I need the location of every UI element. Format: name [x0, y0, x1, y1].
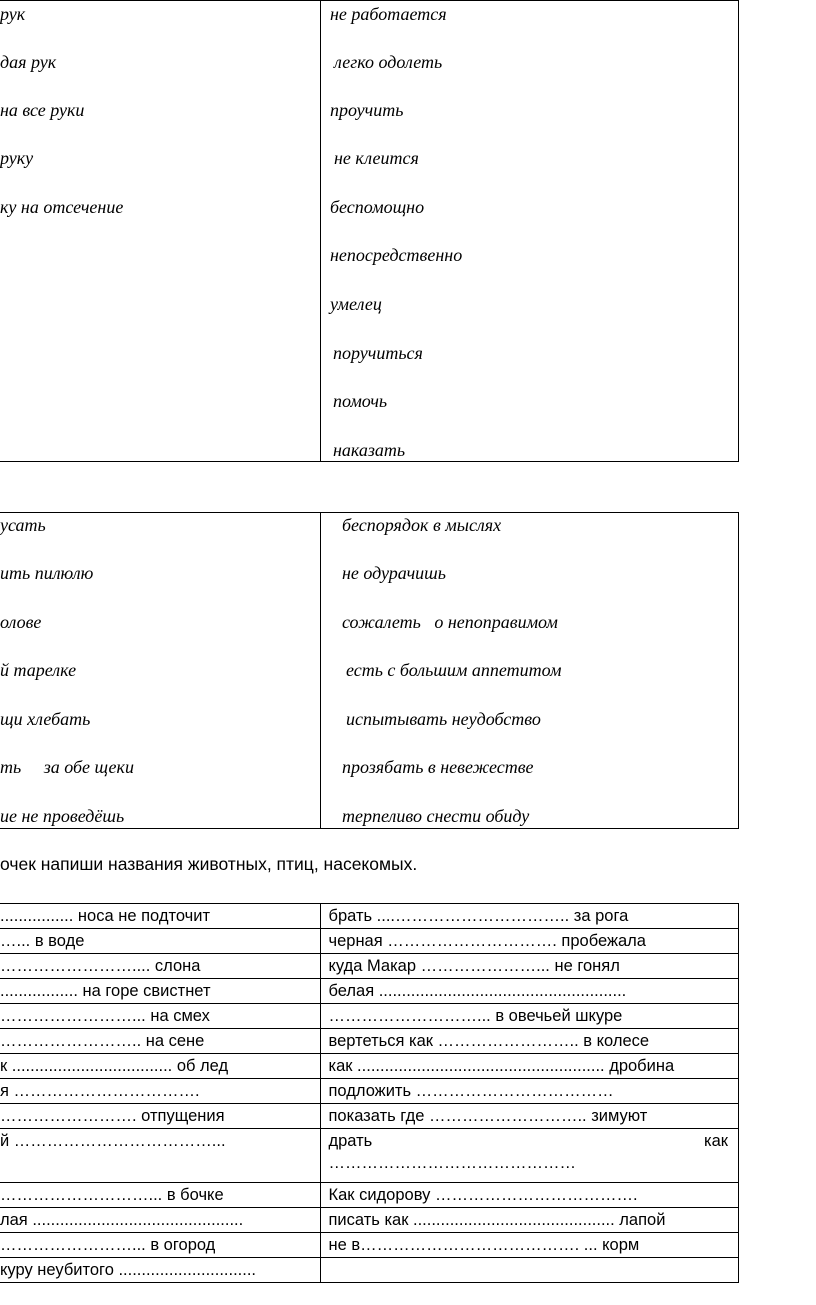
- table-1-left-cell: рук: [0, 4, 26, 24]
- table-row: [0, 1183, 739, 1208]
- table-3: [0, 903, 739, 1283]
- table-row: [0, 1029, 739, 1054]
- table-1-right-cell: не клеится: [334, 148, 419, 168]
- task-heading: очек напиши названия животных, птиц, насекомых.: [0, 854, 418, 874]
- table-1-right-cell: непосредственно: [330, 245, 463, 265]
- table-3-right-cell: черная …………………………. пробежала: [320, 929, 739, 954]
- table-2-right-cell: сожалеть о непоправимом: [342, 612, 558, 632]
- table-row: [0, 1258, 739, 1283]
- table-row: [0, 1104, 739, 1129]
- table-1-left-cell: ку на отсечение: [0, 197, 124, 217]
- table-1-left-cell: дая рук: [0, 52, 57, 72]
- table-3-left-cell: й ………………………………...: [0, 1129, 320, 1183]
- table-row: [0, 1208, 739, 1233]
- table-2-left-cell: ить пилюлю: [0, 563, 94, 583]
- table-3-left-cell: ……………………. отпущения: [0, 1104, 320, 1129]
- table-1-right-cell: помочь: [333, 391, 388, 411]
- word: как: [704, 1132, 728, 1150]
- table-3-right-cell: не в…………………………………. ... корм: [320, 1233, 739, 1258]
- table-1-right-cell: наказать: [333, 440, 406, 460]
- table-3-right-cell: как ...................................................... дробина: [320, 1054, 739, 1079]
- table-1-left-cell: на все руки: [0, 100, 85, 120]
- table-2-right-cell: испытывать неудобство: [346, 709, 541, 729]
- table-row: [0, 904, 739, 929]
- table-3-right-cell: [320, 1129, 739, 1183]
- table-2-right-cell: прозябать в невежестве: [342, 757, 534, 777]
- table-2-left-cell: й тарелке: [0, 660, 77, 680]
- table-3-left-cell: лая ..............................................: [0, 1208, 320, 1233]
- table-1-left-cell: руку: [0, 148, 34, 168]
- table-2-right-cell: беспорядок в мыслях: [342, 515, 502, 535]
- table-3-right-cell: вертеться как …………………….. в колесе: [320, 1029, 739, 1054]
- table-1-right-cell: не работается: [330, 4, 447, 24]
- table-3-left-cell: ……………………... в огород: [0, 1233, 320, 1258]
- table-row: [0, 1004, 739, 1029]
- table-3-left-cell: ................ носа не подточит: [0, 904, 320, 929]
- table-1-right-cell: легко одолеть: [334, 52, 443, 72]
- table-3-left-cell: к ................................... об лед: [0, 1054, 320, 1079]
- table-1-right-cell: проучить: [330, 100, 404, 120]
- table-1-right-cell: поручиться: [333, 343, 423, 363]
- table-3-right-cell: ………………………... в овечьей шкуре: [320, 1004, 739, 1029]
- table-3-right-cell: подложить ………………………………: [320, 1079, 739, 1104]
- table-3-right-cell-line: [329, 1132, 729, 1151]
- table-3-left-cell: …………………….. на сене: [0, 1029, 320, 1054]
- table-row: [0, 979, 739, 1004]
- table-3-right-cell: брать ....………………………….. за рога: [320, 904, 739, 929]
- table-3-right-cell: показать где ……………………….. зимуют: [320, 1104, 739, 1129]
- table-2-right-cell: терпеливо снести обиду: [342, 806, 530, 826]
- table-3-left-cell: ……………………... на смех: [0, 1004, 320, 1029]
- table-2-left-cell: олове: [0, 612, 42, 632]
- table-3-left-cell: …... в воде: [0, 929, 320, 954]
- table-3-left-cell: ………………………... в бочке: [0, 1183, 320, 1208]
- table-2-left-cell: щи хлебать: [0, 709, 91, 729]
- table-2-right-cell: есть с большим аппетитом: [346, 660, 562, 680]
- table-2-left-cell: ие не проведёшь: [0, 806, 125, 826]
- table-row: [0, 929, 739, 954]
- table-3-right-cell: писать как ............................................ лапой: [320, 1208, 739, 1233]
- table-3-right-cell: куда Макар …………………... не гонял: [320, 954, 739, 979]
- table-2-left-cell: усать: [0, 515, 46, 535]
- table-2-right-cell: не одурачишь: [342, 563, 446, 583]
- table-3-right-cell: [320, 1258, 739, 1283]
- table-3-right-cell: белая ......................................................: [320, 979, 739, 1004]
- table-3-left-cell: ................. на горе свистнет: [0, 979, 320, 1004]
- table-1-right-cell: беспомощно: [330, 197, 425, 217]
- table-3-right-cell-line: ………………………………………: [328, 1154, 576, 1172]
- table-3-left-cell: куру неубитого ..............................: [0, 1258, 320, 1283]
- word: драть: [328, 1132, 373, 1150]
- table-row: [0, 1233, 739, 1258]
- table-2-left-cell: ть за обе щеки: [0, 757, 134, 777]
- table-row: [0, 1129, 739, 1183]
- table-3-right-cell: Как сидорову ……………………………….: [320, 1183, 739, 1208]
- table-3-left-cell: …………………….... слона: [0, 954, 320, 979]
- table-3-left-cell: я …………………………….: [0, 1079, 320, 1104]
- table-1-right-cell: умелец: [330, 294, 382, 314]
- table-row: [0, 1054, 739, 1079]
- table-row: [0, 954, 739, 979]
- table-row: [0, 1079, 739, 1104]
